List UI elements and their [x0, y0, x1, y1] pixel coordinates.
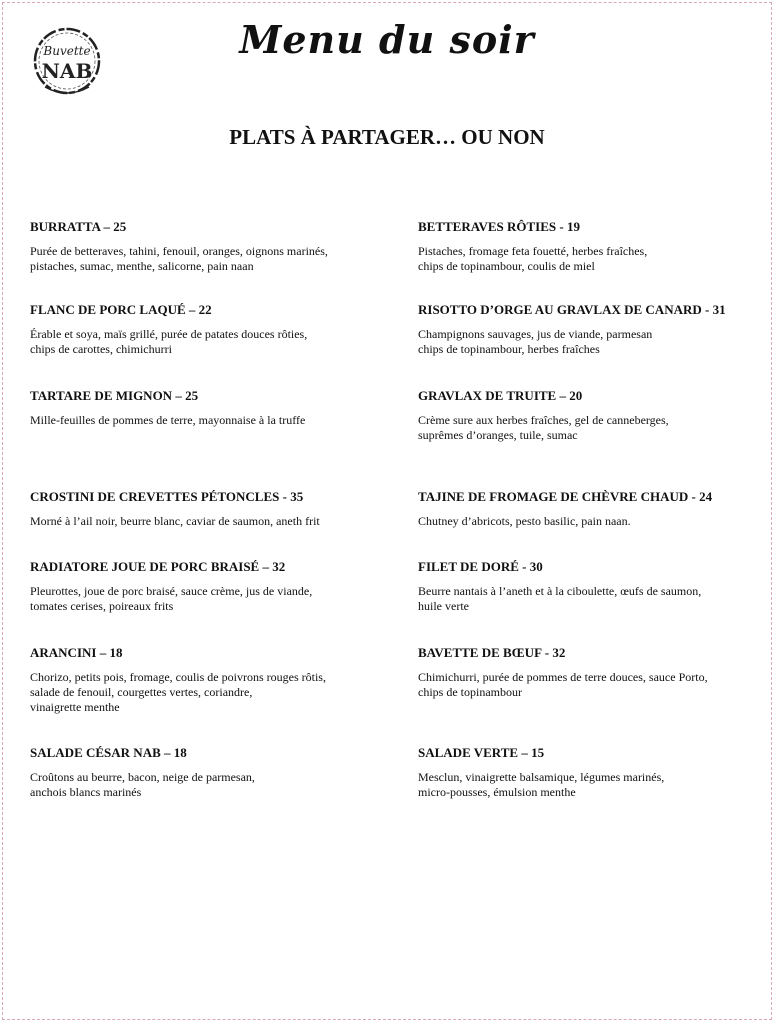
item-description	[30, 770, 380, 800]
desc-line: micro-pousses, émulsion menthe	[418, 785, 576, 799]
item-description	[30, 514, 380, 529]
menu-item	[418, 302, 768, 357]
desc-line: anchois blancs marinés	[30, 785, 142, 799]
desc-line: huile verte	[418, 599, 469, 613]
desc-line: chips de topinambour, herbes fraîches	[418, 342, 600, 356]
item-description	[418, 584, 768, 614]
desc-line: Chorizo, petits pois, fromage, coulis de poivrons rouges rôtis,	[30, 670, 326, 684]
item-name: BAVETTE DE BŒUF - 32	[418, 645, 566, 660]
desc-line: salade de fenouil, courgettes vertes, coriandre,	[30, 685, 253, 699]
menu-item	[30, 559, 380, 614]
item-name: SALADE VERTE – 15	[418, 745, 545, 760]
menu-item	[30, 388, 380, 428]
item-name: TARTARE DE MIGNON – 25	[30, 388, 199, 403]
desc-line: chips de topinambour	[418, 685, 522, 699]
item-description	[418, 244, 768, 274]
desc-line: Croûtons au beurre, bacon, neige de parmesan,	[30, 770, 255, 784]
item-name: RISOTTO D’ORGE AU GRAVLAX DE CANARD - 31	[418, 302, 726, 317]
logo-line1: Buvette	[43, 44, 91, 58]
menu-item	[418, 745, 768, 800]
desc-line: Mille-feuilles de pommes de terre, mayonnaise à la truffe	[30, 413, 306, 427]
item-description	[418, 413, 768, 443]
menu-item	[418, 388, 768, 443]
menu-title: Menu du soir	[239, 17, 535, 62]
item-description	[30, 670, 380, 715]
item-description	[418, 327, 768, 357]
desc-line: vinaigrette menthe	[30, 700, 120, 714]
item-name: SALADE CÉSAR NAB – 18	[30, 745, 187, 760]
desc-line: Beurre nantais à l’aneth et à la ciboulette, œufs de saumon,	[418, 584, 702, 598]
item-name: FLANC DE PORC LAQUÉ – 22	[30, 302, 212, 317]
menu-item	[30, 745, 380, 800]
desc-line: Purée de betteraves, tahini, fenouil, oranges, oignons marinés,	[30, 244, 328, 258]
desc-line: suprêmes d’oranges, tuile, sumac	[418, 428, 578, 442]
desc-line: tomates cerises, poireaux frits	[30, 599, 174, 613]
desc-line: chips de topinambour, coulis de miel	[418, 259, 595, 273]
menu-item	[418, 489, 768, 529]
menu-item	[30, 302, 380, 357]
desc-line: Morné à l’ail noir, beurre blanc, caviar de saumon, aneth frit	[30, 514, 320, 528]
desc-line: Érable et soya, maïs grillé, purée de patates douces rôties,	[30, 327, 308, 341]
item-description	[30, 413, 380, 428]
item-name: CROSTINI DE CREVETTES PÉTONCLES - 35	[30, 489, 304, 504]
menu-item	[418, 645, 768, 700]
item-description	[418, 770, 768, 800]
section-subtitle: PLATS À PARTAGER… OU NON	[229, 125, 545, 149]
desc-line: Champignons sauvages, jus de viande, parmesan	[418, 327, 653, 341]
item-name: BETTERAVES RÔTIES - 19	[418, 219, 580, 234]
item-name: BURRATTA – 25	[30, 219, 127, 234]
item-description	[418, 670, 768, 700]
logo-line2: NAB	[41, 59, 93, 83]
menu-item	[418, 559, 768, 614]
item-description	[30, 327, 380, 357]
item-description	[30, 584, 380, 614]
desc-line: pistaches, sumac, menthe, salicorne, pain naan	[30, 259, 254, 273]
item-description	[418, 514, 768, 529]
menu-item	[30, 219, 380, 274]
item-name: TAJINE DE FROMAGE DE CHÈVRE CHAUD - 24	[418, 489, 713, 504]
desc-line: Crème sure aux herbes fraîches, gel de canneberges,	[418, 413, 669, 427]
desc-line: Pistaches, fromage feta fouetté, herbes fraîches,	[418, 244, 648, 258]
item-name: GRAVLAX DE TRUITE – 20	[418, 388, 583, 403]
desc-line: chips de carottes, chimichurri	[30, 342, 172, 356]
item-name: FILET DE DORÉ - 30	[418, 559, 543, 574]
menu-item	[418, 219, 768, 274]
desc-line: Chimichurri, purée de pommes de terre douces, sauce Porto,	[418, 670, 708, 684]
desc-line: Mesclun, vinaigrette balsamique, légumes marinés,	[418, 770, 665, 784]
menu-page	[2, 2, 772, 1020]
item-name: ARANCINI – 18	[30, 645, 123, 660]
item-name: RADIATORE JOUE DE PORC BRAISÉ – 32	[30, 559, 286, 574]
menu-item	[30, 645, 380, 715]
menu-item	[30, 489, 380, 529]
item-description	[30, 244, 380, 274]
desc-line: Pleurottes, joue de porc braisé, sauce crème, jus de viande,	[30, 584, 313, 598]
desc-line: Chutney d’abricots, pesto basilic, pain naan.	[418, 514, 631, 528]
